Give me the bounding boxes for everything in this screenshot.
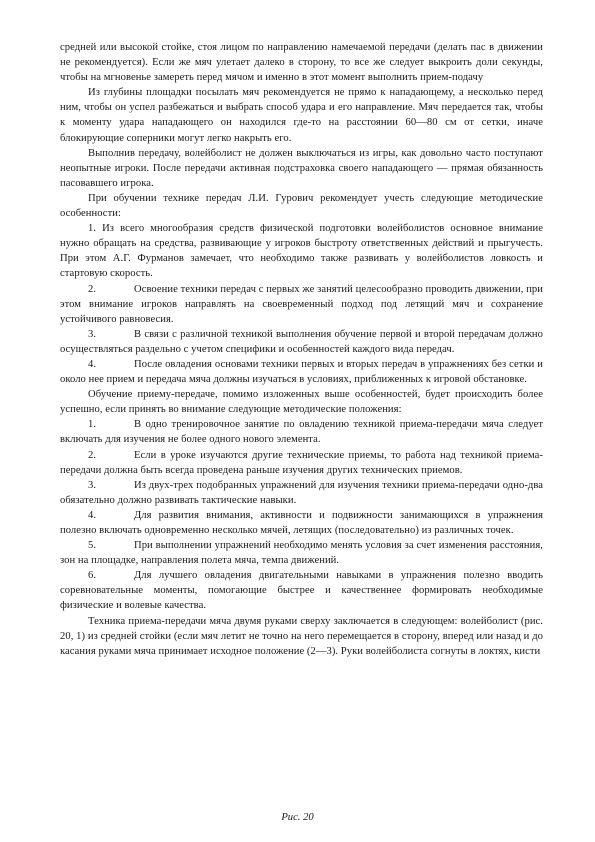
list-item-4	[60, 357, 543, 387]
list-item-number: 5.	[88, 540, 97, 552]
list-item-number: 4.	[88, 358, 97, 370]
list-item-text: В одно тренировочное занятие по овладению техникой приема-передачи мяча следует включать для изучения не более одного нового элемента.	[60, 419, 543, 446]
list-item-text: Из двух-трех подобранных упражнений для изучения техники приема-передачи одно-два обязательно должно развивать тактические навыки.	[60, 479, 543, 506]
paragraph-6: Техника приема-передачи мяча двумя руками сверху заключается в следующем: волейболист (рис. 20, 1) из средней стойки (если мяч летит не точно на него перемещается в сторону, вперед или назад и до касания руками мяча принимает исходное положение (2—3). Руки волейболиста согнуты в локтях, кисти	[60, 615, 543, 657]
list-item-text: Если в уроке изучаются другие технические приемы, то работа над техникой приема-передачи должна быть всегда проведена раньше изучения других технических приемов.	[60, 449, 543, 476]
list-item-number: 1.	[88, 419, 97, 431]
body-text	[60, 40, 543, 659]
rule-item-4	[60, 508, 543, 538]
list-item-number: 3.	[88, 479, 97, 491]
paragraph-4: При обучении технике передач Л.И. Гурович рекомендует учесть следующие методические особенности:	[60, 192, 543, 220]
rule-item-3	[60, 478, 543, 508]
paragraph-5: Обучение приему-передаче, помимо изложенных выше особенностей, будет происходить более успешно, если принять во внимание следующие методические положения:	[60, 389, 543, 416]
list-item-text: Освоение техники передач с первых же занятий целесообразно проводить движении, при этом внимание игроков направлять на своевременный подход под летящий мяч и сохранение устойчивого равновесия.	[60, 283, 543, 325]
paragraph-2: Из глубины площадки посылать мяч рекомендуется не прямо к нападающему, а несколько перед ним, чтобы он успел разбежаться и выбрать способ удара и его направление. Мяч передается так, чтобы к моменту удара нападающего он находился где-то на расстоянии 60—80 см от сетки, иначе блокирующие соперники могут легко накрыть его.	[60, 87, 543, 144]
list-item-number: 2.	[88, 283, 97, 295]
list-item-number: 6.	[88, 570, 97, 582]
rule-item-1	[60, 417, 543, 447]
rule-item-6	[60, 568, 543, 613]
figure-caption: Рис. 20	[281, 812, 314, 823]
list-item-3	[60, 327, 543, 357]
list-item-1: 1. Из всего многообразия средств физической подготовки волейболистов основное внимание нужно обращать на средства, развивающие у игроков быстроту ответственных действий и прыгучесть. При этом А.Г. Фурманов замечает, что необходимо также развивать у волейболистов ловкость и стартовую скорость.	[60, 223, 543, 280]
list-item-text: После овладения основами техники первых и вторых передач в упражнениях без сетки и около нее прием и передача мяча должны изучаться в условиях, приближенных к игровой обстановке.	[60, 358, 543, 386]
list-item-2	[60, 282, 543, 327]
rule-item-2	[60, 448, 543, 478]
list-item-text: Для лучшего овладения двигательными навыками в упражнения полезно вводить соревновательные моменты, помогающие быстрее и качественнее формировать необходимые физические и волевые качества.	[60, 570, 543, 612]
paragraph-3: Выполнив передачу, волейболист не должен выключаться из игры, как довольно часто поступают неопытные игроки. После передачи активная подстраховка своего нападающего — прямая обязанность пасовавшего игрока.	[60, 147, 543, 189]
list-item-number: 4.	[88, 509, 97, 521]
paragraph-1: средней или высокой стойке, стоя лицом по направлению намечаемой передачи (делать пас в движении не рекомендуется). Если же мяч улетает далеко в сторону, то все же следует выкроить доли секунды, чтобы на мгновенье замереть перед мячом и именно в этот момент выполнить прием-подачу	[60, 42, 543, 84]
list-item-text: В связи с различной техникой выполнения обучение первой и второй передачам должно осуществляться раздельно с учетом специфики и особенностей каждого вида передач.	[60, 328, 543, 355]
list-item-number: 3.	[88, 328, 97, 340]
list-item-text: Для развития внимания, активности и подвижности занимающихся в упражнения полезно включать одновременно несколько мячей, летящих (последовательно) из различных точек.	[60, 509, 543, 536]
rule-item-5	[60, 538, 543, 568]
list-item-number: 2.	[88, 449, 97, 461]
list-item-text: При выполнении упражнений необходимо менять условия за счет изменения расстояния, зон на площадке, направления полета мяча, темпа движений.	[60, 540, 543, 567]
